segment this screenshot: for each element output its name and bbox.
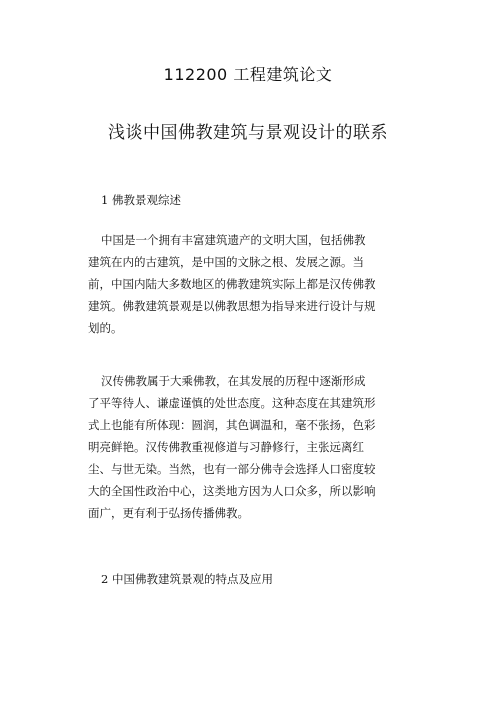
paragraph-line: 汉传佛教属于大乘佛教，在其发展的历程中逐渐形成 xyxy=(101,374,366,388)
section-2-heading: 2 中国佛教建筑景观的特点及应用 xyxy=(101,572,273,586)
paragraph-line: 中国是一个拥有丰富建筑遗产的文明大国，包括佛教 xyxy=(101,233,366,247)
document-subtitle: 浅谈中国佛教建筑与景观设计的联系 xyxy=(108,123,388,143)
paragraph-line: 明亮鲜艳。汉传佛教重视修道与习静修行，主张远离红 xyxy=(88,440,364,454)
paragraph-line: 建筑在内的古建筑，是中国的文脉之根、发展之源。当 xyxy=(88,255,364,269)
paragraph-line: 尘、与世无染。当然，也有一部分佛寺会选择人口密度较 xyxy=(88,462,376,476)
paragraph-line: 了平等待人、谦虚谨慎的处世态度。这种态度在其建筑形 xyxy=(88,396,376,410)
section-1-paragraph-2 xyxy=(88,370,410,524)
paragraph-line: 建筑。佛教建筑景观是以佛教思想为指导来进行设计与规 xyxy=(88,299,376,313)
paragraph-line: 大的全国性政治中心，这类地方因为人口众多，所以影响 xyxy=(88,484,376,498)
paragraph-line: 式上也能有所体现：圆润，其色调温和，毫不张扬，色彩 xyxy=(88,418,376,432)
section-1-paragraph-1 xyxy=(88,229,410,339)
section-1-heading: 1 佛教景观综述 xyxy=(101,193,181,207)
paragraph-line: 前，中国内陆大多数地区的佛教建筑实际上都是汉传佛教 xyxy=(88,277,376,291)
paragraph-line: 面广，更有利于弘扬传播佛教。 xyxy=(88,506,249,520)
paragraph-line: 划的。 xyxy=(88,321,123,335)
document-title: 112200 工程建筑论文 xyxy=(163,65,333,84)
